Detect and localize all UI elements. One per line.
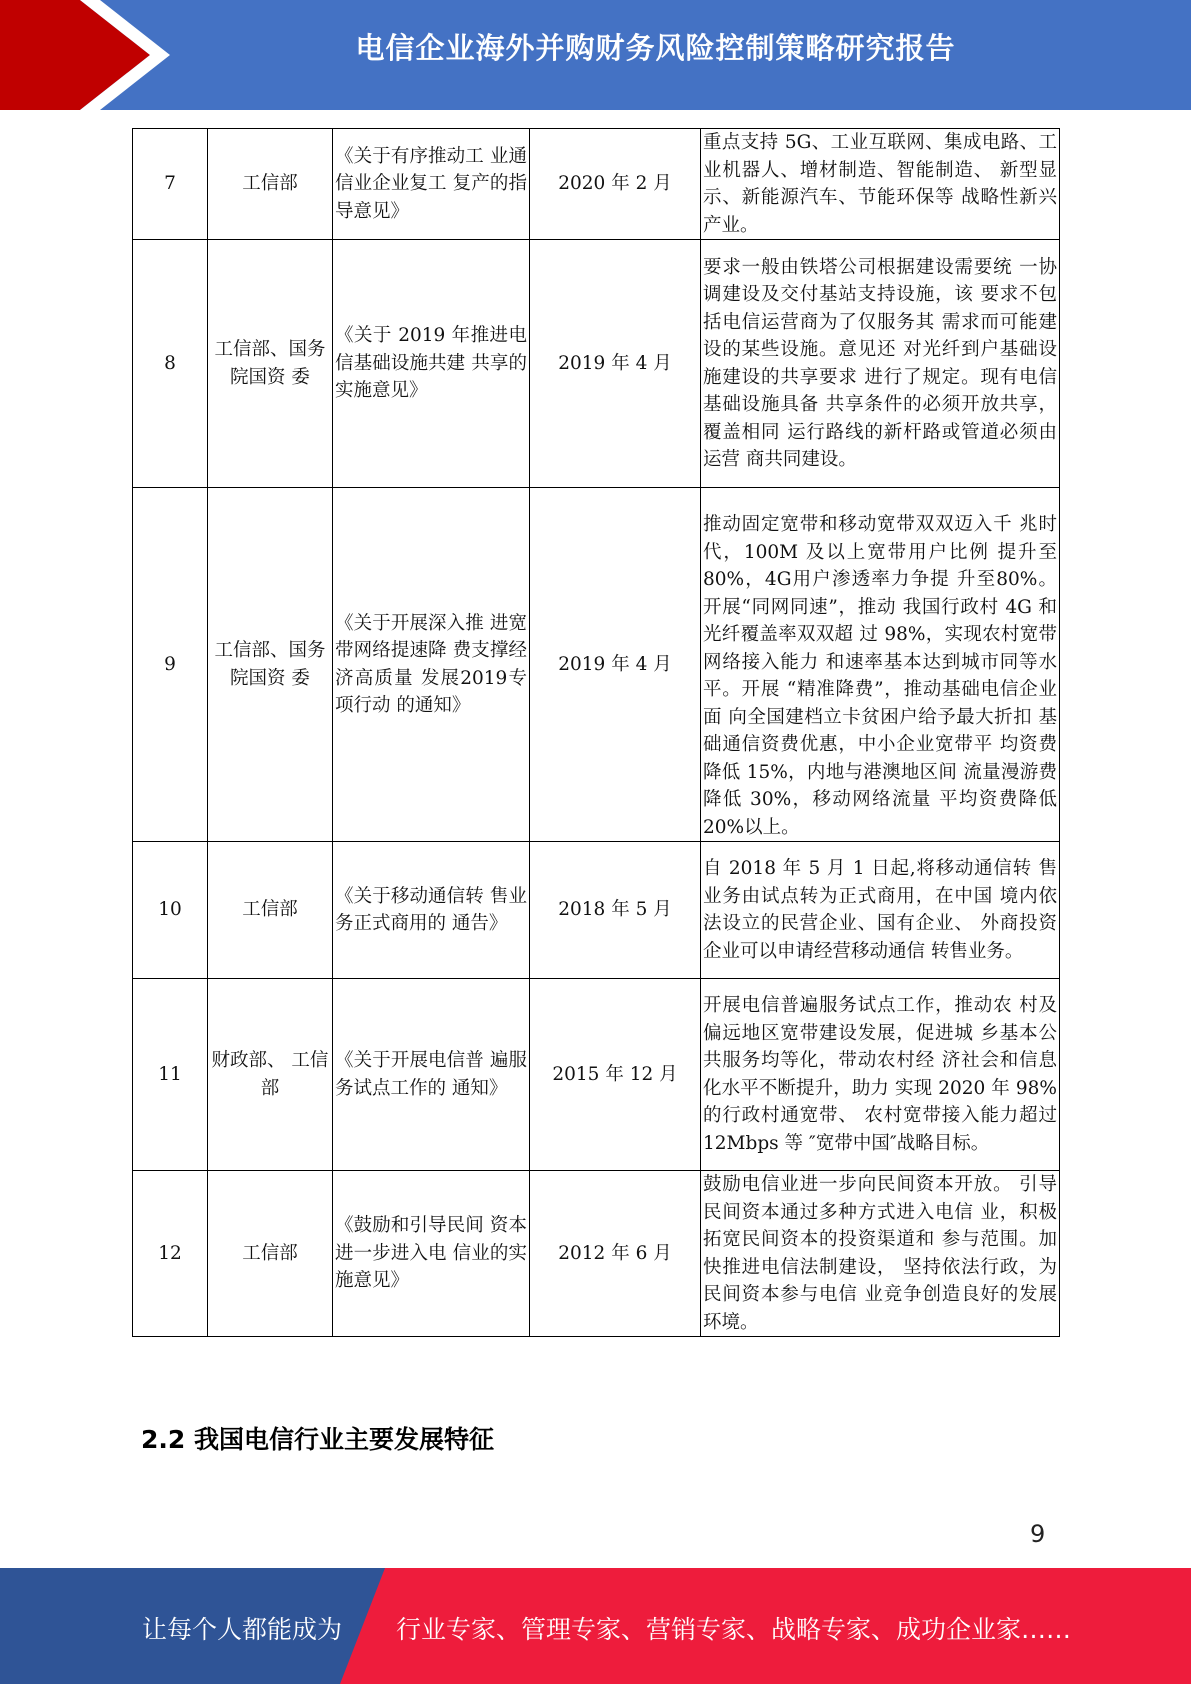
issue-date: 2020 年 2 月 [530, 129, 701, 240]
policy-content: 开展电信普遍服务试点工作，推动农 村及偏远地区宽带建设发展，促进城 乡基本公共服务均等化，带动农村经 济社会和信息化水平不断提升，助力 实现 2020 年 98%的行政村通宽带、 农村宽带接入能力超过 12Mbps 等 ″宽带中国″战略目标。 [701, 979, 1060, 1171]
issue-date: 2019 年 4 月 [530, 240, 701, 488]
page-footer [0, 1568, 1191, 1684]
policy-table [132, 128, 1060, 1337]
issuing-department: 工信部 [208, 842, 333, 979]
row-number: 10 [133, 842, 208, 979]
issuing-department: 财政部、 工信部 [208, 979, 333, 1171]
policy-content: 鼓励电信业进一步向民间资本开放。 引导民间资本通过多种方式进入电信 业，积极拓宽民间资本的投资渠道和 参与范围。加快推进电信法制建设， 坚持依法行政，为民间资本参与电信 业竞争创造良好的发展环境。 [701, 1171, 1060, 1337]
issue-date: 2018 年 5 月 [530, 842, 701, 979]
document-title: 《关于 2019 年推进电信基础设施共建 共享的实施意见》 [333, 240, 530, 488]
table-row [133, 842, 1060, 979]
row-number: 9 [133, 488, 208, 842]
issuing-department: 工信部 [208, 1171, 333, 1337]
row-number: 12 [133, 1171, 208, 1337]
footer-slogan-right: 行业专家、管理专家、营销专家、战略专家、成功企业家…… [396, 1615, 1072, 1644]
document-title: 《关于开展深入推 进宽带网络提速降 费支撑经济高质量 发展2019专项行动 的通知》 [333, 488, 530, 842]
table-row [133, 979, 1060, 1171]
issue-date: 2015 年 12 月 [530, 979, 701, 1171]
page-header [0, 0, 1191, 110]
issuing-department: 工信部、国务院国资 委 [208, 240, 333, 488]
row-number: 8 [133, 240, 208, 488]
table-row [133, 129, 1060, 240]
document-title: 《鼓励和引导民间 资本进一步进入电 信业的实施意见》 [333, 1171, 530, 1337]
table-row [133, 1171, 1060, 1337]
row-number: 11 [133, 979, 208, 1171]
issue-date: 2012 年 6 月 [530, 1171, 701, 1337]
row-number: 7 [133, 129, 208, 240]
table-row [133, 488, 1060, 842]
document-title: 《关于移动通信转 售业务正式商用的 通告》 [333, 842, 530, 979]
document-title: 《关于开展电信普 遍服务试点工作的 通知》 [333, 979, 530, 1171]
report-title: 电信企业海外并购财务风险控制策略研究报告 [355, 31, 956, 65]
issuing-department: 工信部、国务院国资 委 [208, 488, 333, 842]
policy-content: 重点支持 5G、工业互联网、集成电路、工业机器人、增材制造、智能制造、 新型显示、新能源汽车、节能环保等 战略性新兴产业。 [701, 129, 1060, 240]
section-heading: 2.2 我国电信行业主要发展特征 [141, 1425, 494, 1454]
table-row [133, 240, 1060, 488]
page-number: 9 [1030, 1520, 1046, 1548]
issue-date: 2019 年 4 月 [530, 488, 701, 842]
document-title: 《关于有序推动工 业通信业企业复工 复产的指导意见》 [333, 129, 530, 240]
policy-content: 推动固定宽带和移动宽带双双迈入千 兆时代，100M 及以上宽带用户比例 提升至80%，4G用户渗透率力争提 升至80%。开展“同网同速”，推动 我国行政村 4G 和光纤覆盖率双双超 过 98%，实现农村宽带网络接入能力 和速率基本达到城市同等水平。开展 “精准降费”，推动基础电信企业面 向全国建档立卡贫困户给予最大折扣 基础通信资费优惠，中小企业宽带平 均资费降低 15%，内地与港澳地区间 流量漫游费降低 30%，移动网络流量 平均资费降低 20%以上。 [701, 488, 1060, 842]
policy-content: 要求一般由铁塔公司根据建设需要统 一协调建设及交付基站支持设施，该 要求不包括电信运营商为了仅服务其 需求而可能建设的某些设施。意见还 对光纤到户基础设施建设的共享要求 进行了规定。现有电信基础设施具备 共享条件的必须开放共享，覆盖相同 运行路线的新杆路或管道必须由运营 商共同建设。 [701, 240, 1060, 488]
footer-slogan-left: 让每个人都能成为 [142, 1615, 343, 1644]
issuing-department: 工信部 [208, 129, 333, 240]
policy-content: 自 2018 年 5 月 1 日起,将移动通信转 售业务由试点转为正式商用，在中国 境内依法设立的民营企业、国有企业、 外商投资企业可以申请经营移动通信 转售业务。 [701, 842, 1060, 979]
